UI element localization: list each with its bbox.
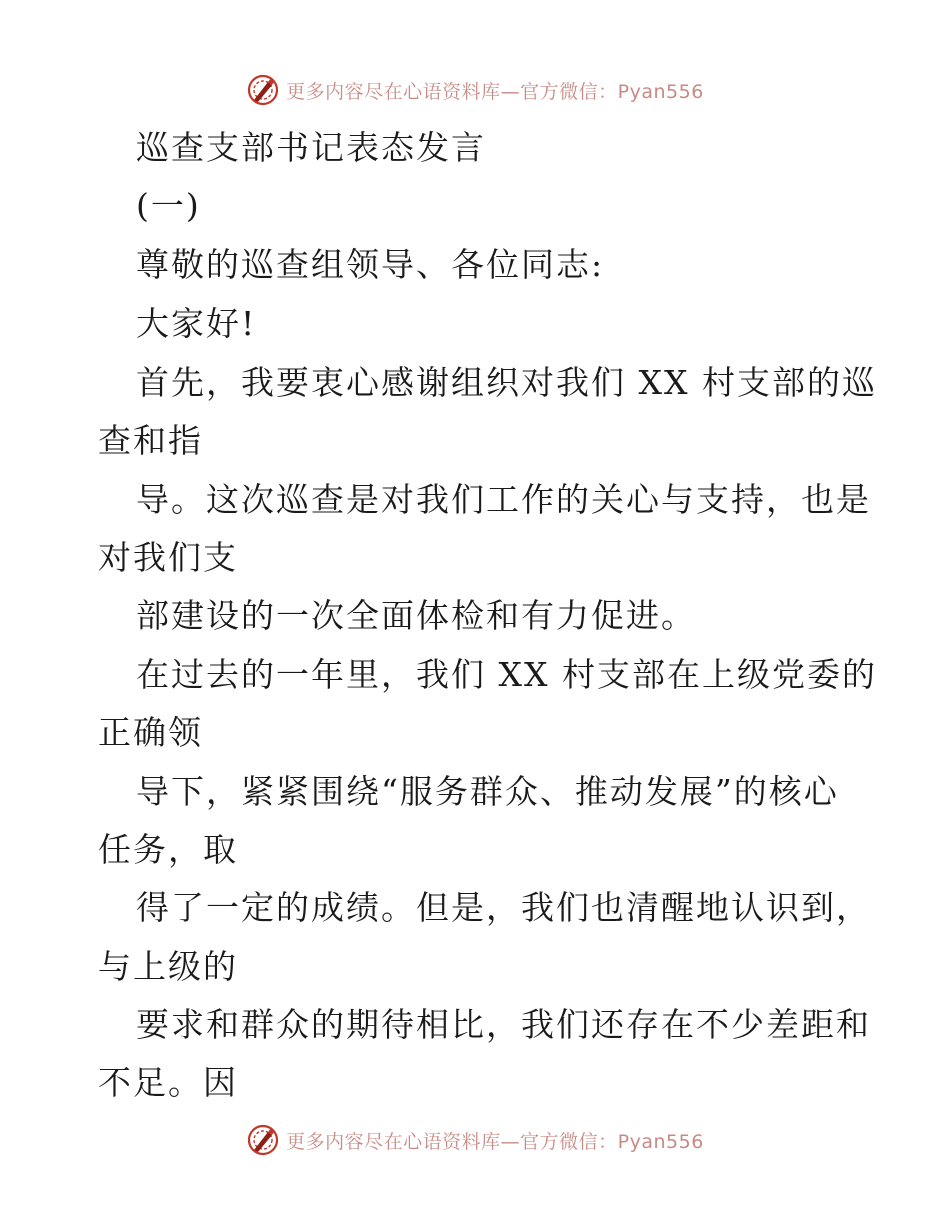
paragraph-line: 对我们支 xyxy=(98,538,238,577)
paragraph-line: 得了一定的成绩。但是，我们也清醒地认识到， xyxy=(136,888,871,927)
pen-logo-icon xyxy=(246,73,280,107)
paragraph-line: 要求和群众的期待相比，我们还存在不少差距和 xyxy=(136,1005,871,1044)
paragraph-line: 任务，取 xyxy=(98,830,238,869)
paragraph-line: 查和指 xyxy=(98,421,203,460)
footer-banner-text: 更多内容尽在心语资料库—官方微信：Pyan556 xyxy=(286,1130,704,1153)
header-banner xyxy=(0,70,950,110)
salutation: 尊敬的巡查组领导、各位同志: xyxy=(136,245,605,284)
paragraph-line: 首先，我要衷心感谢组织对我们 XX 村支部的巡 xyxy=(136,363,877,402)
pen-logo-icon xyxy=(246,1123,280,1157)
paragraph-line: 导。这次巡查是对我们工作的关心与支持，也是 xyxy=(136,480,871,519)
document-title: 巡查支部书记表态发言 xyxy=(136,128,486,167)
paragraph-line: 不足。因 xyxy=(98,1063,238,1102)
paragraph-line: 导下，紧紧围绕“服务群众、推动发展”的核心 xyxy=(136,772,839,811)
paragraph-line: 在过去的一年里，我们 XX 村支部在上级党委的 xyxy=(136,655,877,694)
paragraph-line: 与上级的 xyxy=(98,947,238,986)
section-number: (一) xyxy=(136,186,201,225)
footer-banner xyxy=(0,1120,950,1160)
paragraph-line: 正确领 xyxy=(98,713,203,752)
greeting: 大家好! xyxy=(136,304,257,343)
paragraph-line: 部建设的一次全面体检和有力促进。 xyxy=(136,596,696,635)
header-banner-text: 更多内容尽在心语资料库—官方微信：Pyan556 xyxy=(286,80,704,103)
